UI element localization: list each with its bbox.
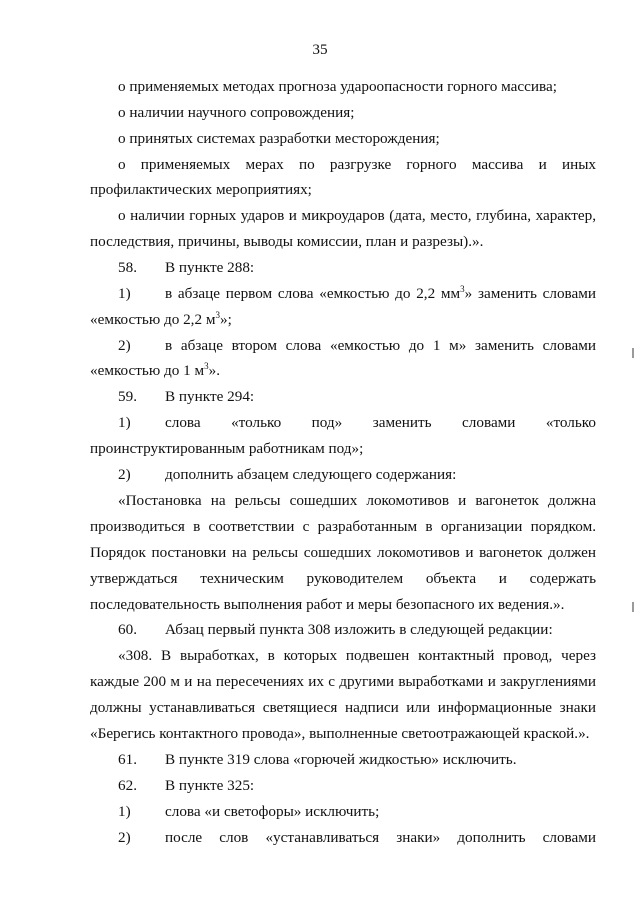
- text-line: «емкостью до 2,2 $м^3$»;: [90, 310, 232, 328]
- subitem-text: дополнить абзацем следующего содержания:: [165, 466, 457, 483]
- text-line: о применяемых мерах по разгрузке горного массива и иных: [118, 156, 596, 173]
- subitem-number: 2): [118, 337, 131, 354]
- quote-line: производиться в соответствии с разработанным в организации порядком.: [90, 518, 596, 535]
- subitem-number: 2): [118, 466, 131, 483]
- item-text: В пункте 325:: [165, 777, 255, 794]
- subitem-number: 2): [118, 829, 131, 846]
- subitem-number: 1): [118, 803, 131, 820]
- item-number: 62.: [118, 777, 137, 794]
- text-line: о принятых системах разработки месторождения;: [118, 130, 440, 147]
- text-line: о применяемых методах прогноза удароопасности горного массива;: [118, 78, 557, 95]
- item-text: В пункте 288:: [165, 259, 255, 276]
- page-number: 35: [312, 41, 328, 58]
- subitem-number: 1): [118, 285, 131, 302]
- item-number: 58.: [118, 259, 137, 276]
- item-text: В пункте 319 слова «горючей жидкостью» исключить.: [165, 751, 517, 768]
- quote-line: должны устанавливаться светящиеся надписи или информационные знаки: [90, 699, 596, 716]
- item-number: 59.: [118, 388, 137, 405]
- text-line: о наличии горных ударов и микроударов (дата, место, глубина, характер,: [118, 207, 596, 224]
- scan-edge-mark: [632, 348, 634, 358]
- subitem-text: слова «и светофоры» исключить;: [165, 803, 380, 820]
- item-text: В пункте 294:: [165, 388, 255, 405]
- item-number: 60.: [118, 621, 137, 638]
- quote-line: последовательность выполнения работ и меры безопасного их ведения.».: [90, 596, 565, 613]
- scan-edge-mark: [632, 602, 634, 612]
- subitem-text: в абзаце первом слова «емкостью до 2,2 $мм^3$» заменить словами: [165, 284, 596, 302]
- quote-line: каждые 200 м и на пересечениях их с другими выработками и закруглениями: [90, 673, 596, 690]
- subitem-text: в абзаце втором слова «емкостью до 1 м» заменить словами: [165, 337, 596, 354]
- text-line: проинструктированным работникам под»;: [90, 440, 364, 457]
- item-text: Абзац первый пункта 308 изложить в следующей редакции:: [165, 621, 553, 638]
- text-line: о наличии научного сопровождения;: [118, 104, 355, 121]
- quote-line: «Берегись контактного провода», выполненные светоотражающей краской.».: [90, 725, 590, 742]
- text-line: «емкостью до 1 $м^3$».: [90, 361, 220, 379]
- subitem-text: слова «только под» заменить словами «только: [165, 414, 596, 431]
- item-number: 61.: [118, 751, 137, 768]
- quote-line: «308. В выработках, в которых подвешен контактный провод, через: [118, 647, 596, 664]
- subitem-text: после слов «устанавливаться знаки» дополнить словами: [165, 829, 596, 846]
- subitem-number: 1): [118, 414, 131, 431]
- text-line: последствия, причины, выводы комиссии, план и разрезы).».: [90, 233, 484, 250]
- quote-line: утверждаться техническим руководителем объекта и содержать: [90, 570, 596, 587]
- quote-line: Порядок постановки на рельсы сошедших локомотивов и вагонеток должен: [90, 544, 596, 561]
- quote-line: «Постановка на рельсы сошедших локомотивов и вагонеток должна: [118, 492, 596, 509]
- text-line: профилактических мероприятиях;: [90, 181, 312, 198]
